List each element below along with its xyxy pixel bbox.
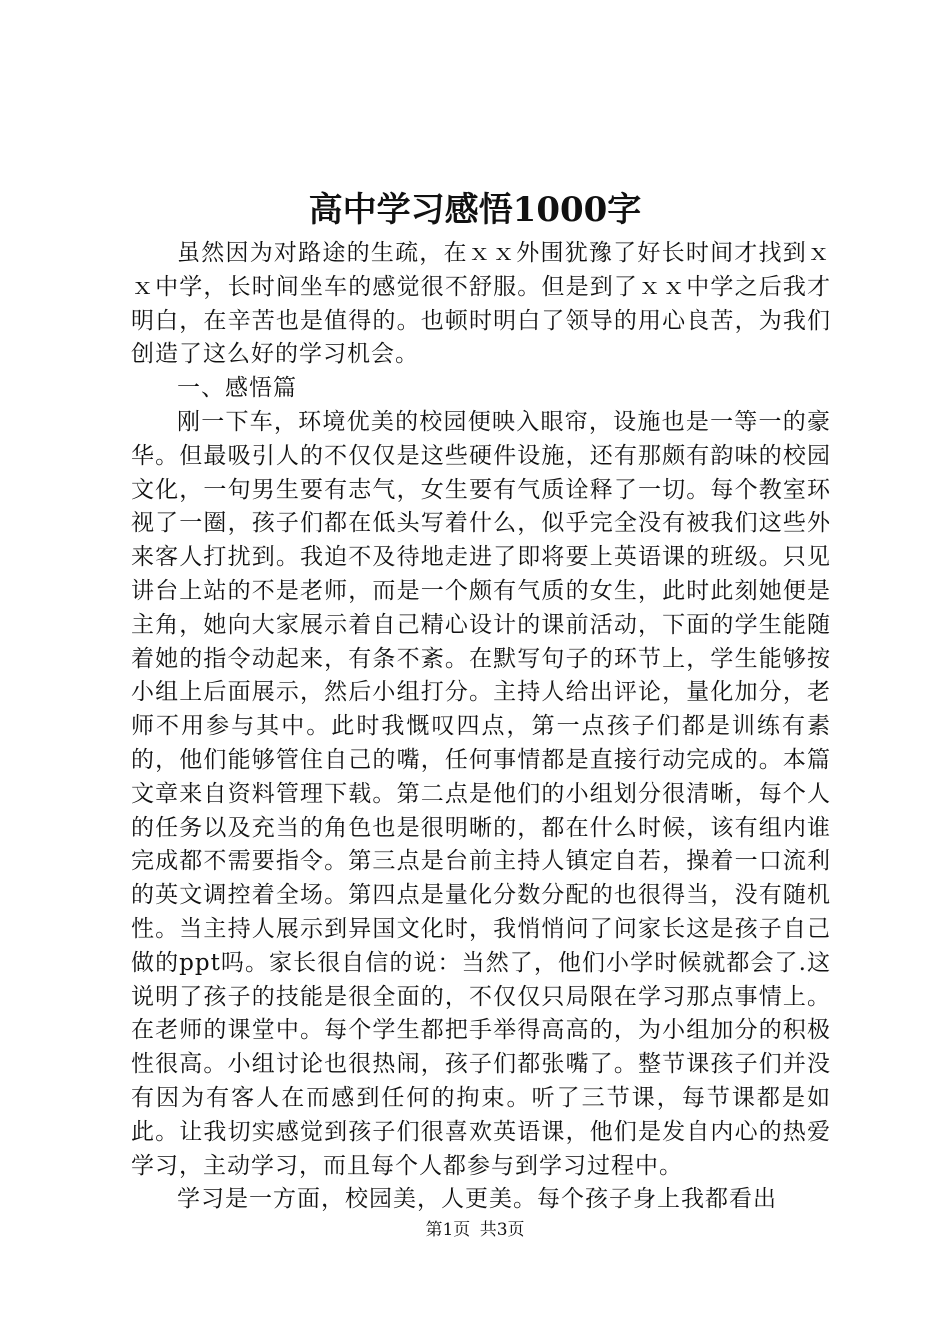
page-footer [0,1218,950,1242]
paragraph-main: 刚一下车，环境优美的校园便映入眼帘，设施也是一等一的豪华。但最吸引人的不仅仅是这些硬件设施，还有那颇有韵味的校园文化，一句男生要有志气，女生要有气质诠释了一切。每个教室环视了一圈，孩子们都在低头写着什么，似乎完全没有被我们这些外来客人打扰到。我迫不及待地走进了即将要上英语课的班级。只见讲台上站的不是老师，而是一个颇有气质的女生，此时此刻她便是主角，她向大家展示着自己精心设计的课前活动，下面的学生能随着她的指令动起来，有条不紊。在默写句子的环节上，学生能够按小组上后面展示，然后小组打分。主持人给出评论，量化加分，老师不用参与其中。此时我慨叹四点，第一点孩子们都是训练有素的，他们能够管住自己的嘴，任何事情都是直接行动完成的。本篇文章来自资料管理下载。第二点是他们的小组划分很清晰，每个人的任务以及充当的角色也是很明晰的，都在什么时候，该有组内谁完成都不需要指令。第三点是台前主持人镇定自若，操着一口流利的英文调控着全场。第四点是量化分数分配的也很得当，没有随机性。当主持人展示到异国文化时，我悄悄问了问家长这是孩子自己做的ppt吗。家长很自信的说：当然了，他们小学时候就都会了.这说明了孩子的技能是很全面的，不仅仅只局限在学习那点事情上。在老师的课堂中。每个学生都把手举得高高的，为小组加分的积极性很高。小组讨论也很热闹，孩子们都张嘴了。整节课孩子们并没有因为有客人在而感到任何的拘束。听了三节课，每节课都是如此。让我切实感觉到孩子们很喜欢英语课，他们是发自内心的热爱学习，主动学习，而且每个人都参与到学习过程中。 [131,408,831,1179]
paragraph-continued: 学习是一方面，校园美，人更美。每个孩子身上我都看出 [177,1186,777,1213]
document-body [131,237,831,1217]
document-title: 高中学习感悟1000字 [308,190,642,230]
paragraph-intro: 虽然因为对路途的生疏，在ｘｘ外围犹豫了好长时间才找到ｘｘ中学，长时间坐车的感觉很不舒服。但是到了ｘｘ中学之后我才明白，在辛苦也是值得的。也顿时明白了领导的用心良苦，为我们创造了这么好的学习机会。 [131,240,831,368]
page-total: 共3页 [479,1220,525,1240]
page-number: 第1页 [425,1220,471,1240]
section-heading: 一、感悟篇 [177,375,297,402]
